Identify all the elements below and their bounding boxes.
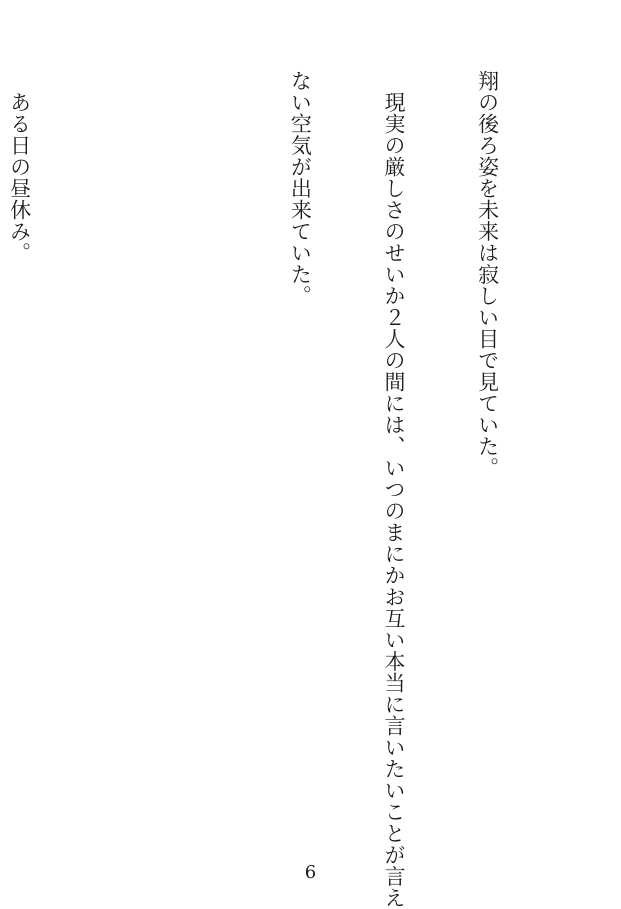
vertical-text-body (7, 70, 565, 909)
page-number: 6 (304, 862, 317, 883)
text-line: 翔の後ろ姿を未来は寂しい目で見ていた。 (475, 70, 500, 479)
blank-line (191, 70, 222, 840)
text-line: ない空気が出来ていた。 (288, 70, 313, 307)
text-line: 現実の厳しさのせいか２人の間には、いつのまにかお互い本当に言いたいことが言え (381, 70, 406, 909)
blank-line (97, 70, 128, 840)
text-line: ある日の昼休み。 (7, 70, 32, 264)
